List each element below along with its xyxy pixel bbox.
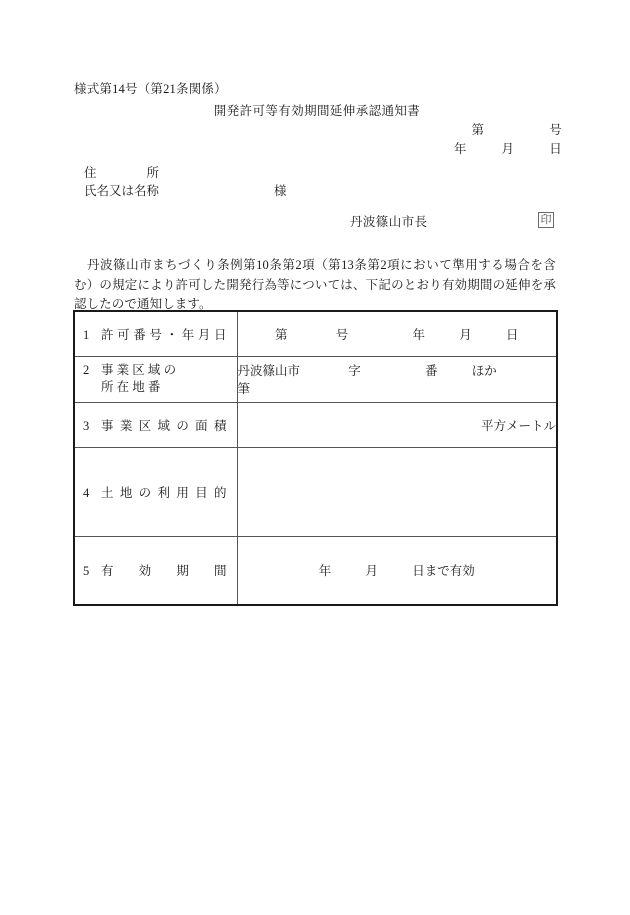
label-char: 域 bbox=[157, 418, 170, 433]
validity-month-label: 月 bbox=[365, 564, 378, 579]
row-number: 1 bbox=[83, 327, 90, 342]
body-paragraph: 丹波篠山市まちづくり条例第10条第2項（第13条第2項において準用する場合を含む）の規定により許可した開発行為等については、下記のとおり有効期間の延伸を承認したので通知します。 bbox=[74, 258, 556, 311]
label-char: の bbox=[138, 485, 152, 500]
label-char: 事 bbox=[101, 363, 114, 377]
label-char: 土 bbox=[101, 485, 114, 500]
label-char: 番 bbox=[147, 380, 161, 394]
label-char: 許 bbox=[101, 327, 114, 342]
document-title: 開発許可等有効期間延伸承認通知書 bbox=[213, 104, 421, 118]
label-char: 月 bbox=[197, 327, 211, 342]
row-label-project-area-location bbox=[74, 356, 237, 402]
row-number: 2 bbox=[83, 363, 90, 377]
date-month-label: 月 bbox=[501, 142, 515, 156]
row-number: 3 bbox=[83, 418, 90, 433]
seal-icon: 印 bbox=[538, 212, 554, 228]
recipient-name-label: 氏名又は名称 bbox=[84, 184, 160, 198]
area-unit-label: 平方メートル bbox=[480, 418, 556, 433]
label-char: 可 bbox=[117, 327, 130, 342]
row-value-project-area-location bbox=[237, 356, 557, 402]
row-number: 5 bbox=[83, 564, 90, 579]
label-char: 積 bbox=[213, 418, 227, 433]
label-char: 号 bbox=[149, 327, 162, 342]
issuer-name: 丹波篠山市長 bbox=[350, 215, 428, 229]
label-char: 面 bbox=[195, 418, 208, 433]
validity-year-label: 年 bbox=[318, 564, 332, 579]
label-char: 目 bbox=[195, 485, 208, 500]
label-char: 地 bbox=[119, 485, 133, 500]
row-value-project-area-size bbox=[237, 402, 557, 447]
label-char: 区 bbox=[132, 363, 145, 377]
document-number-suffix: 号 bbox=[549, 123, 562, 137]
label-char: の bbox=[176, 418, 189, 433]
date-year-label: 年 bbox=[453, 142, 467, 156]
location-hoka-label: ほか bbox=[471, 364, 497, 378]
label-char: 地 bbox=[132, 380, 145, 394]
row-label-land-use-purpose bbox=[74, 447, 237, 536]
permit-number-prefix: 第 bbox=[274, 327, 288, 342]
permit-year-label: 年 bbox=[412, 327, 425, 342]
label-char: 番 bbox=[133, 327, 146, 342]
label-char: 区 bbox=[138, 418, 152, 433]
label-char: 業 bbox=[116, 363, 130, 377]
label-char: 在 bbox=[116, 380, 130, 394]
label-char: 用 bbox=[176, 485, 189, 500]
row-label-permit-number-date bbox=[74, 311, 237, 356]
label-char: 間 bbox=[213, 564, 227, 579]
location-hitsu-label: 筆 bbox=[237, 382, 251, 396]
table-row bbox=[74, 402, 557, 447]
table-row bbox=[74, 536, 557, 605]
details-table bbox=[73, 310, 558, 606]
row-label-project-area-size bbox=[74, 402, 237, 447]
row-value-land-use-purpose bbox=[237, 447, 557, 536]
table-row bbox=[74, 447, 557, 536]
recipient-honorific: 様 bbox=[274, 184, 287, 198]
row-value-permit-number-date bbox=[237, 311, 557, 356]
validity-day-label: 日まで有効 bbox=[412, 564, 475, 579]
form-number: 様式第14号（第21条関係） bbox=[74, 82, 227, 96]
label-char: 有 bbox=[101, 564, 114, 579]
label-char: 事 bbox=[101, 418, 114, 433]
label-char: 効 bbox=[138, 564, 152, 579]
recipient-address-label: 住 所 bbox=[84, 166, 160, 180]
label-char: 利 bbox=[157, 485, 170, 500]
label-char: ・ bbox=[165, 327, 179, 342]
table-row bbox=[74, 311, 557, 356]
location-city: 丹波篠山市 bbox=[237, 364, 301, 378]
table-row bbox=[74, 356, 557, 402]
document-number-prefix: 第 bbox=[471, 123, 485, 137]
label-char: 日 bbox=[213, 327, 227, 342]
document-number-line bbox=[472, 120, 563, 138]
label-char: 所 bbox=[101, 380, 114, 394]
permit-day-label: 日 bbox=[506, 327, 519, 342]
location-aza-label: 字 bbox=[348, 364, 361, 378]
label-char: 期 bbox=[176, 564, 189, 579]
label-char: 業 bbox=[119, 418, 133, 433]
permit-number-suffix: 号 bbox=[335, 327, 349, 342]
document-date-line bbox=[454, 139, 562, 157]
permit-month-label: 月 bbox=[459, 327, 472, 342]
date-day-label: 日 bbox=[549, 142, 562, 156]
row-number: 4 bbox=[83, 485, 90, 500]
label-char: 年 bbox=[181, 327, 195, 342]
row-label-validity-period bbox=[74, 536, 237, 605]
row-value-validity-period bbox=[237, 536, 557, 605]
location-ban-label: 番 bbox=[425, 364, 438, 378]
label-char: 域 bbox=[147, 363, 161, 377]
label-char: 的 bbox=[213, 485, 227, 500]
label-char: の bbox=[163, 363, 177, 377]
